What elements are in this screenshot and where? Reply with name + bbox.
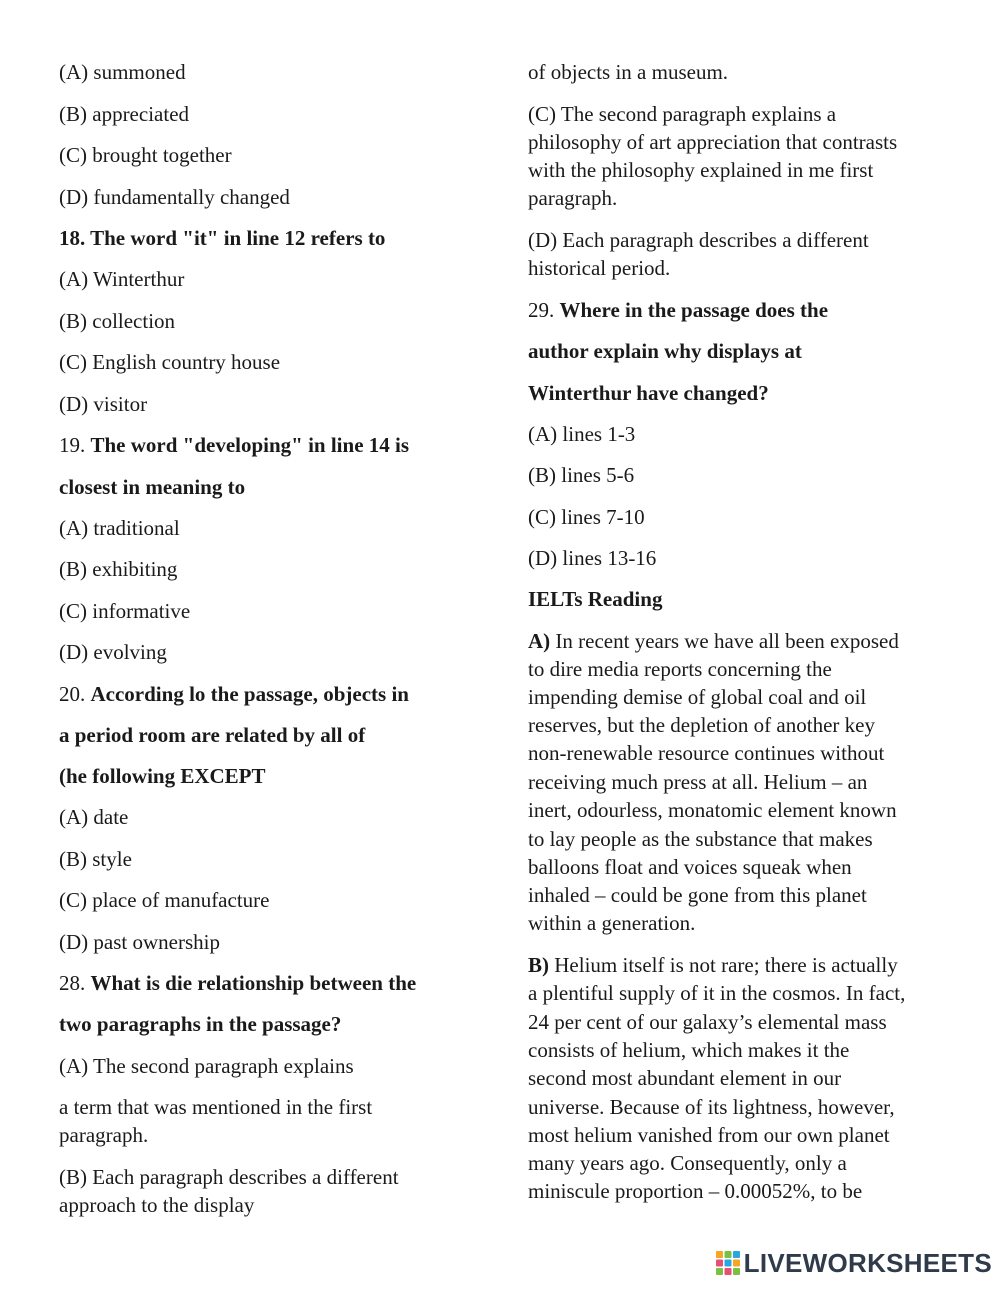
- q28-option-a-cont-2: paragraph.: [59, 1123, 149, 1147]
- q28-option-a-cont-1: a term that was mentioned in the first: [59, 1095, 373, 1119]
- q28-stem-line-1: [59, 969, 416, 997]
- q17-option-a: (A) summoned: [59, 60, 186, 84]
- para-b-label: B): [528, 953, 549, 977]
- q19-option-b: (B) exhibiting: [59, 557, 178, 581]
- q20-option-d: (D) past ownership: [59, 930, 220, 954]
- para-a-line-1-text: In recent years we have all been exposed: [550, 629, 899, 653]
- q29-option-c: (C) lines 7-10: [528, 505, 645, 529]
- q28-number: 28.: [59, 971, 91, 995]
- q20-stem-line-3: (he following EXCEPT: [59, 764, 266, 788]
- para-b-line-7: most helium vanished from our own planet: [528, 1123, 890, 1147]
- q28-option-a: (A) The second paragraph explains: [59, 1054, 354, 1078]
- para-b-line-1-text: Helium itself is not rare; there is actually: [549, 953, 898, 977]
- liveworksheets-logo-icon: [716, 1251, 740, 1275]
- q20-option-a: (A) date: [59, 805, 129, 829]
- q28-stem-text: What is die relationship between the: [90, 971, 417, 995]
- q29-stem-line-1: [528, 296, 828, 324]
- q19-option-c: (C) informative: [59, 599, 191, 623]
- para-b-line-2: a plentiful supply of it in the cosmos. In fact,: [528, 981, 906, 1005]
- para-b-line-8: many years ago. Consequently, only a: [528, 1151, 847, 1175]
- para-b-line-9: miniscule proportion – 0.00052%, to be: [528, 1179, 863, 1203]
- q19-stem-text: The word "developing" in line 14 is: [90, 433, 410, 457]
- q28-option-b-line-1: (B) Each paragraph describes a different: [59, 1165, 399, 1189]
- q28-stem-line-2: two paragraphs in the passage?: [59, 1012, 342, 1036]
- para-b-line-6: universe. Because of its lightness, however,: [528, 1095, 895, 1119]
- q29-option-d: (D) lines 13-16: [528, 546, 657, 570]
- q20-option-c: (C) place of manufacture: [59, 888, 270, 912]
- para-b-line-3: 24 per cent of our galaxy’s elemental mass: [528, 1010, 887, 1034]
- q20-stem-line-2: a period room are related by all of: [59, 723, 366, 747]
- q19-number: 19.: [59, 433, 91, 457]
- q28-option-c-line-4: paragraph.: [528, 186, 618, 210]
- liveworksheets-brand-text: LIVEWORKSHEETS: [743, 1248, 992, 1278]
- q29-option-b: (B) lines 5-6: [528, 463, 635, 487]
- para-b-line-4: consists of helium, which makes it the: [528, 1038, 850, 1062]
- para-a-line-5: non-renewable resource continues without: [528, 741, 885, 765]
- q19-stem-line-1: [59, 431, 409, 459]
- ielts-reading-heading: IELTs Reading: [528, 587, 663, 611]
- q18-option-a: (A) Winterthur: [59, 267, 185, 291]
- para-a-line-4: reserves, but the depletion of another key: [528, 713, 875, 737]
- q28-option-d-line-1: (D) Each paragraph describes a different: [528, 228, 869, 252]
- para-a-line-10: inhaled – could be gone from this planet: [528, 883, 867, 907]
- q17-option-d: (D) fundamentally changed: [59, 185, 290, 209]
- q18-option-b: (B) collection: [59, 309, 176, 333]
- para-a-line-2: to dire media reports concerning the: [528, 657, 832, 681]
- q28-option-c-line-2: philosophy of art appreciation that contrasts: [528, 130, 898, 154]
- q29-stem-line-3: Winterthur have changed?: [528, 381, 769, 405]
- q18-option-d: (D) visitor: [59, 392, 148, 416]
- q28-option-c-line-1: (C) The second paragraph explains a: [528, 102, 837, 126]
- q29-number: 29.: [528, 298, 560, 322]
- liveworksheets-logo: [716, 1249, 992, 1277]
- q17-option-b: (B) appreciated: [59, 102, 190, 126]
- q20-stem-text: According lo the passage, objects in: [90, 682, 409, 706]
- q29-stem-text: Where in the passage does the: [559, 298, 829, 322]
- q29-stem-line-2: author explain why displays at: [528, 339, 802, 363]
- q28-option-c-line-3: with the philosophy explained in me first: [528, 158, 874, 182]
- para-b-line-5: second most abundant element in our: [528, 1066, 842, 1090]
- q28-option-b-line-2: approach to the display: [59, 1193, 255, 1217]
- para-a-line-8: to lay people as the substance that makes: [528, 827, 873, 851]
- q20-number: 20.: [59, 682, 91, 706]
- q28-option-b-line-3: of objects in a museum.: [528, 60, 729, 84]
- para-a-label: A): [528, 629, 551, 653]
- q17-option-c: (C) brought together: [59, 143, 232, 167]
- para-a-line-11: within a generation.: [528, 911, 696, 935]
- para-b-line-1: [528, 951, 898, 979]
- q29-option-a: (A) lines 1-3: [528, 422, 636, 446]
- para-a-line-7: inert, odourless, monatomic element known: [528, 798, 897, 822]
- q20-option-b: (B) style: [59, 847, 132, 871]
- para-a-line-1: [528, 627, 899, 655]
- para-a-line-3: impending demise of global coal and oil: [528, 685, 867, 709]
- q18-option-c: (C) English country house: [59, 350, 281, 374]
- q19-stem-line-2: closest in meaning to: [59, 475, 246, 499]
- para-a-line-9: balloons float and voices squeak when: [528, 855, 852, 879]
- q19-option-d: (D) evolving: [59, 640, 167, 664]
- q28-option-d-line-2: historical period.: [528, 256, 671, 280]
- para-a-line-6: receiving much press at all. Helium – an: [528, 770, 868, 794]
- q20-stem-line-1: [59, 680, 409, 708]
- q18-stem: 18. The word "it" in line 12 refers to: [59, 226, 386, 250]
- q19-option-a: (A) traditional: [59, 516, 180, 540]
